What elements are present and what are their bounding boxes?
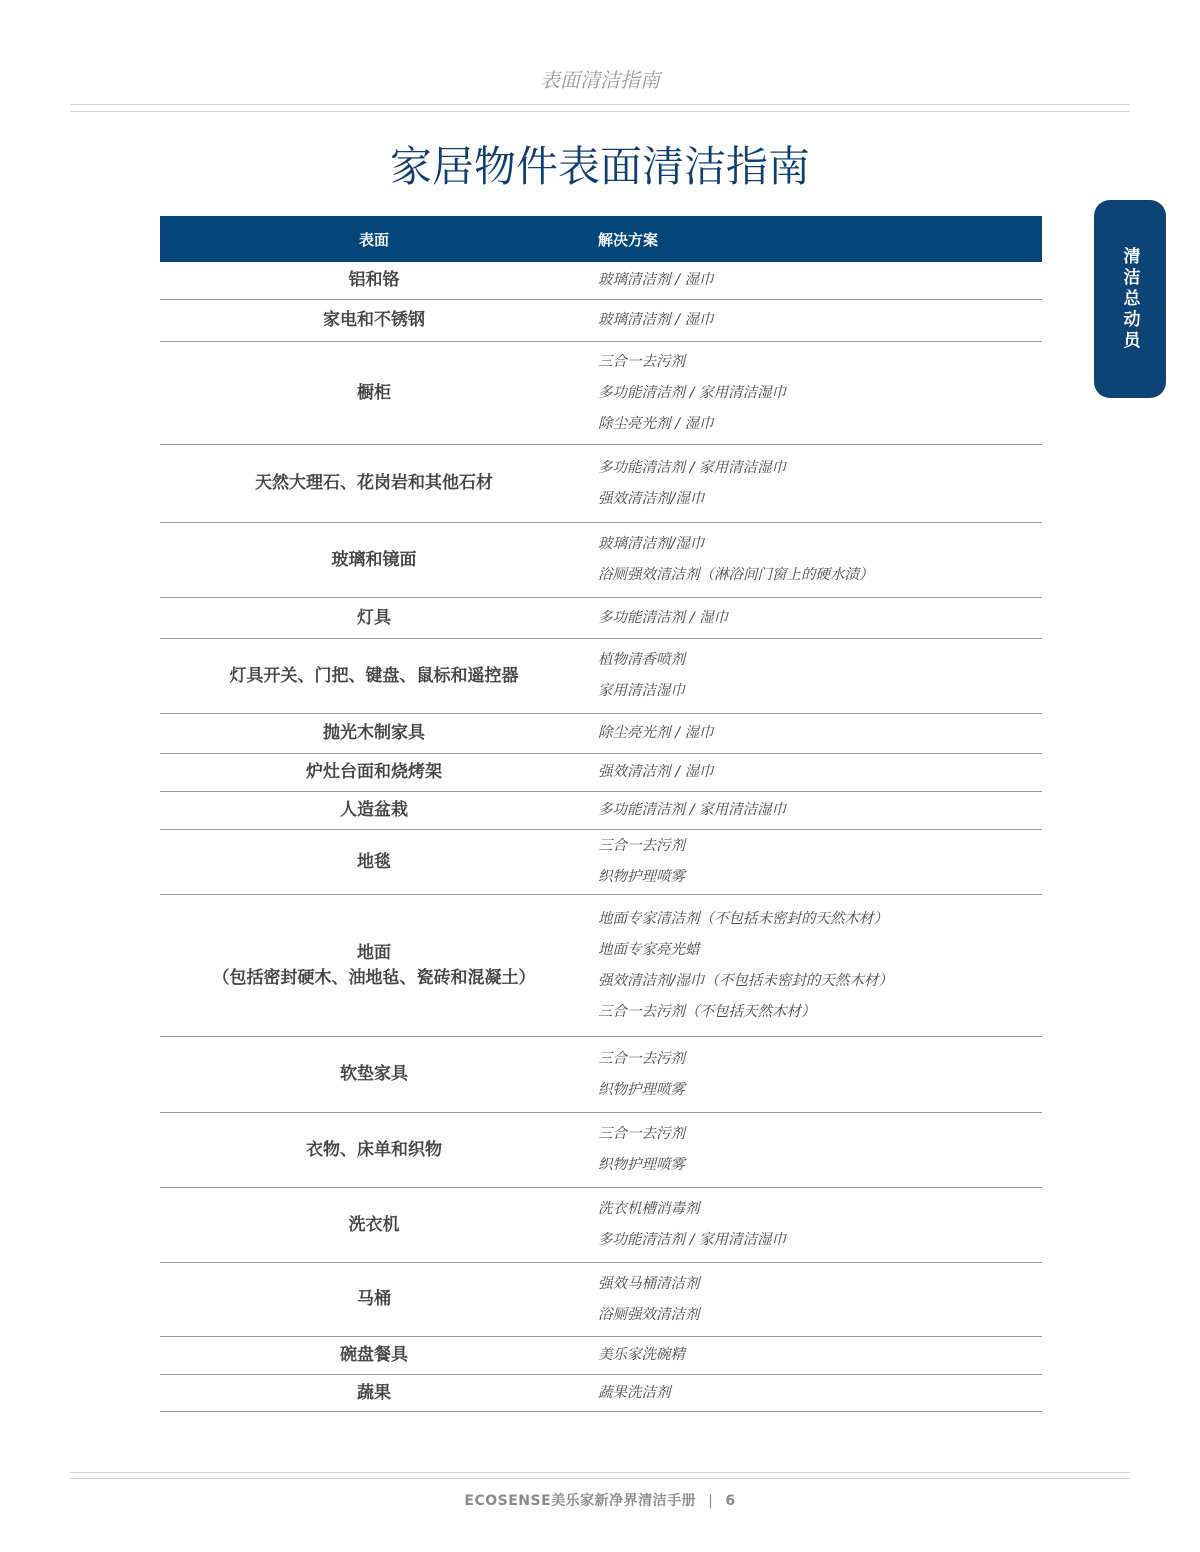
surface-lines	[306, 760, 442, 785]
table-row	[160, 1113, 1042, 1188]
table-header	[160, 216, 1042, 262]
solution-cell	[588, 792, 786, 829]
surface-lines	[357, 606, 391, 631]
surface-cell	[160, 598, 588, 638]
surface-label: 铝和铬	[348, 270, 400, 290]
solution-item: 玻璃清洁剂 / 湿巾	[598, 312, 714, 328]
solution-cell	[588, 445, 786, 522]
solution-item: 家用清洁湿巾	[598, 683, 685, 699]
side-tab-label: 清洁总动员	[1119, 246, 1140, 352]
solution-item: 多功能清洁剂 / 家用清洁湿巾	[598, 1232, 787, 1248]
table-row	[160, 262, 1042, 300]
surface-lines	[340, 1062, 408, 1087]
table-row	[160, 1037, 1042, 1113]
surface-cell	[160, 342, 588, 444]
surface-cell	[160, 830, 588, 894]
solution-item: 强效马桶清洁剂	[598, 1275, 700, 1292]
surface-lines	[357, 850, 391, 875]
surface-label: 蔬果	[357, 1382, 391, 1403]
cleaning-guide-table	[160, 216, 1042, 1412]
solution-item: 织物护理喷雾	[598, 1081, 685, 1098]
table-row	[160, 895, 1042, 1037]
footer-divider-top	[70, 1472, 1130, 1473]
surface-label: 洗衣机	[348, 1214, 400, 1235]
surface-label: 碗盘餐具	[340, 1345, 408, 1365]
footer-separator: |	[708, 1493, 714, 1509]
surface-lines	[230, 664, 519, 689]
table-row	[160, 1337, 1042, 1375]
table-row	[160, 830, 1042, 895]
page-title: 家居物件表面清洁指南	[389, 142, 810, 191]
solution-item: 植物清香喷剂	[598, 652, 685, 668]
column-header-solution: 解决方案	[598, 230, 659, 249]
solution-item: 多功能清洁剂 / 家用清洁湿巾	[598, 802, 787, 818]
surface-label: （包括密封硬木、油地毡、瓷砖和混凝土）	[212, 967, 536, 988]
solution-item: 洗衣机槽消毒剂	[598, 1201, 700, 1217]
surface-lines	[323, 308, 425, 333]
surface-lines	[349, 1213, 400, 1238]
solution-cell	[588, 639, 685, 713]
surface-cell	[160, 300, 588, 341]
footer-brand: ECOSENSE美乐家新净界清洁手册	[464, 1493, 697, 1509]
solution-cell	[588, 262, 714, 299]
header-divider-top	[70, 104, 1130, 105]
section-header-title: 表面清洁指南	[540, 68, 660, 92]
surface-label: 天然大理石、花岗岩和其他石材	[255, 473, 493, 493]
surface-cell	[160, 1375, 588, 1411]
footer-divider-bottom	[70, 1478, 1130, 1479]
solution-item: 多功能清洁剂 / 湿巾	[598, 609, 729, 626]
surface-label: 橱柜	[357, 382, 391, 403]
solution-item: 强效清洁剂 / 湿巾	[598, 764, 714, 780]
solution-cell	[588, 1037, 685, 1112]
solution-item: 强效清洁剂/湿巾	[598, 490, 705, 507]
surface-cell	[160, 262, 588, 299]
page-number: 6	[725, 1493, 736, 1509]
solution-item: 玻璃清洁剂/湿巾	[598, 536, 705, 552]
solution-cell	[588, 895, 893, 1036]
table-body	[160, 262, 1042, 1412]
solution-cell	[588, 1263, 700, 1336]
solution-item: 三合一去污剂	[598, 1126, 685, 1142]
surface-lines	[349, 268, 400, 293]
surface-lines	[306, 1138, 442, 1163]
solution-item: 织物护理喷雾	[598, 1157, 685, 1173]
surface-lines	[332, 548, 417, 573]
surface-cell	[160, 1263, 588, 1336]
table-row	[160, 1375, 1042, 1412]
surface-label: 家电和不锈钢	[323, 310, 425, 330]
surface-cell	[160, 1113, 588, 1187]
footer	[0, 1490, 1200, 1510]
solution-item: 地面专家亮光蜡	[598, 941, 700, 958]
table-row	[160, 639, 1042, 714]
solution-cell	[588, 1337, 685, 1374]
solution-item: 多功能清洁剂 / 家用清洁湿巾	[598, 459, 787, 476]
solution-cell	[588, 830, 685, 894]
surface-label: 地毯	[357, 851, 391, 872]
header-divider-bottom	[70, 111, 1130, 112]
surface-cell	[160, 1337, 588, 1374]
surface-cell	[160, 639, 588, 713]
surface-cell	[160, 714, 588, 753]
solution-item: 浴厕强效清洁剂	[598, 1306, 700, 1323]
table-row	[160, 598, 1042, 639]
surface-lines	[340, 798, 408, 823]
surface-lines	[255, 471, 493, 496]
surface-label: 灯具	[357, 607, 391, 628]
surface-lines	[357, 1381, 391, 1406]
table-row	[160, 714, 1042, 754]
surface-label: 玻璃和镜面	[331, 549, 417, 570]
surface-cell	[160, 754, 588, 791]
solution-cell	[588, 714, 714, 753]
surface-cell	[160, 445, 588, 522]
solution-item: 三合一去污剂（不包括天然木材）	[598, 1003, 816, 1020]
solution-item: 玻璃清洁剂 / 湿巾	[598, 272, 714, 288]
surface-label: 地面	[357, 942, 391, 963]
solution-item: 强效清洁剂/湿巾（不包括未密封的天然木材）	[598, 972, 893, 989]
surface-label: 抛光木制家具	[323, 723, 425, 743]
surface-label: 衣物、床单和织物	[306, 1139, 442, 1160]
solution-item: 除尘亮光剂 / 湿巾	[598, 415, 714, 432]
solution-cell	[588, 754, 714, 791]
table-row	[160, 754, 1042, 792]
surface-lines	[357, 1287, 391, 1312]
surface-label: 灯具开关、门把、键盘、鼠标和遥控器	[229, 665, 519, 686]
surface-cell	[160, 792, 588, 829]
surface-label: 软垫家具	[340, 1064, 408, 1084]
solution-cell	[588, 523, 874, 597]
solution-cell	[588, 1375, 671, 1411]
surface-lines	[357, 381, 391, 406]
table-row	[160, 445, 1042, 523]
column-header-surface: 表面	[358, 230, 389, 249]
solution-cell	[588, 342, 786, 444]
surface-lines	[213, 941, 536, 991]
surface-label: 炉灶台面和烧烤架	[306, 762, 442, 782]
surface-label: 马桶	[357, 1289, 391, 1309]
surface-label: 人造盆栽	[340, 800, 408, 820]
surface-cell	[160, 1188, 588, 1262]
solution-item: 多功能清洁剂 / 家用清洁湿巾	[598, 384, 787, 401]
solution-item: 三合一去污剂	[598, 1050, 685, 1067]
table-row	[160, 1188, 1042, 1263]
solution-cell	[588, 1113, 685, 1187]
solution-cell	[588, 1188, 786, 1262]
solution-cell	[588, 598, 728, 638]
surface-cell	[160, 523, 588, 597]
solution-item: 蔬果洗洁剂	[598, 1384, 671, 1401]
surface-lines	[340, 1343, 408, 1368]
surface-cell	[160, 895, 588, 1036]
solution-item: 地面专家清洁剂（不包括未密封的天然木材）	[598, 910, 888, 927]
table-row	[160, 1263, 1042, 1337]
solution-item: 三合一去污剂	[598, 353, 685, 370]
surface-lines	[323, 721, 425, 746]
table-row	[160, 342, 1042, 445]
table-row	[160, 523, 1042, 598]
table-row	[160, 792, 1042, 830]
solution-item: 美乐家洗碗精	[598, 1347, 685, 1363]
side-tab[interactable]	[1094, 200, 1166, 398]
surface-cell	[160, 1037, 588, 1112]
solution-item: 织物护理喷雾	[598, 869, 685, 885]
solution-cell	[588, 300, 714, 341]
table-row	[160, 300, 1042, 342]
solution-item: 除尘亮光剂 / 湿巾	[598, 725, 714, 741]
solution-item: 浴厕强效清洁剂（淋浴间门窗上的硬水渍）	[598, 567, 874, 583]
solution-item: 三合一去污剂	[598, 838, 685, 854]
